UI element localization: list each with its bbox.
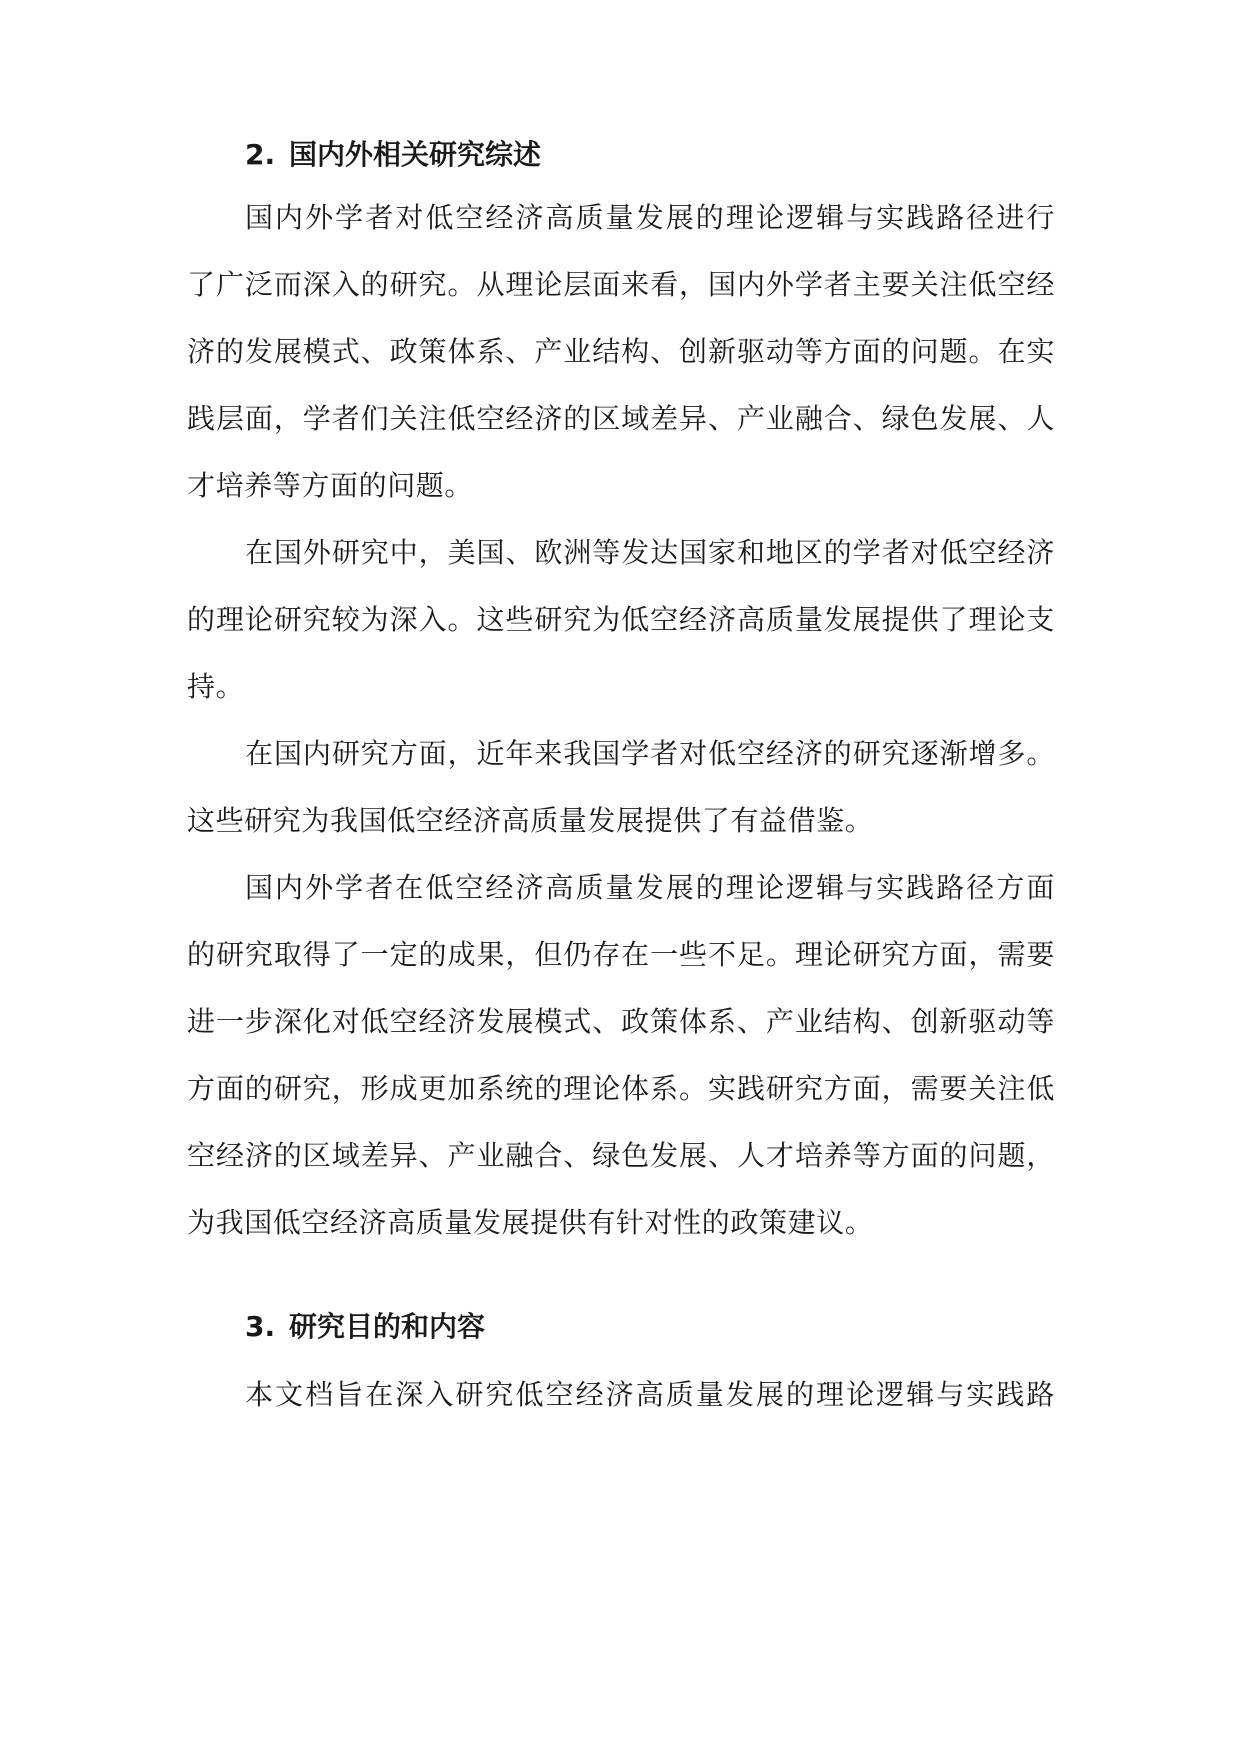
section-number: 3.	[245, 1310, 276, 1343]
text-line: 本文档旨在深入研究低空经济高质量发展的理论逻辑与实践路	[245, 1378, 1055, 1411]
text-line: 国内外学者对低空经济高质量发展的理论逻辑与实践路径进行	[245, 201, 1055, 234]
section-heading-2	[245, 135, 541, 175]
text-line: 国内外学者在低空经济高质量发展的理论逻辑与实践路径方面	[245, 871, 1055, 904]
section-title: 研究目的和内容	[289, 1310, 486, 1343]
paragraph	[187, 533, 1055, 734]
text-line: 才培养等方面的问题。	[187, 469, 474, 502]
paragraph	[187, 198, 1055, 533]
text-line: 为我国低空经济高质量发展提供有针对性的政策建议。	[187, 1206, 874, 1239]
text-line: 持。	[187, 670, 245, 703]
text-line: 在国内研究方面，近年来我国学者对低空经济的研究逐渐增多。	[245, 737, 1055, 770]
section-number: 2.	[245, 138, 276, 171]
paragraph	[187, 1375, 1055, 1442]
text-line: 的理论研究较为深入。这些研究为低空经济高质量发展提供了理论支	[187, 603, 1055, 636]
text-line: 了广泛而深入的研究。从理论层面来看，国内外学者主要关注低空经	[187, 268, 1055, 301]
paragraph	[187, 868, 1055, 1270]
text-line: 方面的研究，形成更加系统的理论体系。实践研究方面，需要关注低	[187, 1072, 1055, 1105]
text-line: 在国外研究中，美国、欧洲等发达国家和地区的学者对低空经济	[245, 536, 1055, 569]
section-heading-3	[245, 1307, 485, 1347]
text-line: 的研究取得了一定的成果，但仍存在一些不足。理论研究方面，需要	[187, 938, 1055, 971]
paragraph	[187, 734, 1055, 868]
text-line: 这些研究为我国低空经济高质量发展提供了有益借鉴。	[187, 804, 874, 837]
text-line: 济的发展模式、政策体系、产业结构、创新驱动等方面的问题。在实	[187, 335, 1055, 368]
text-line: 进一步深化对低空经济发展模式、政策体系、产业结构、创新驱动等	[187, 1005, 1055, 1038]
text-line: 空经济的区域差异、产业融合、绿色发展、人才培养等方面的问题，	[187, 1139, 1055, 1172]
section-title: 国内外相关研究综述	[289, 138, 542, 171]
text-line: 践层面，学者们关注低空经济的区域差异、产业融合、绿色发展、人	[187, 402, 1055, 435]
